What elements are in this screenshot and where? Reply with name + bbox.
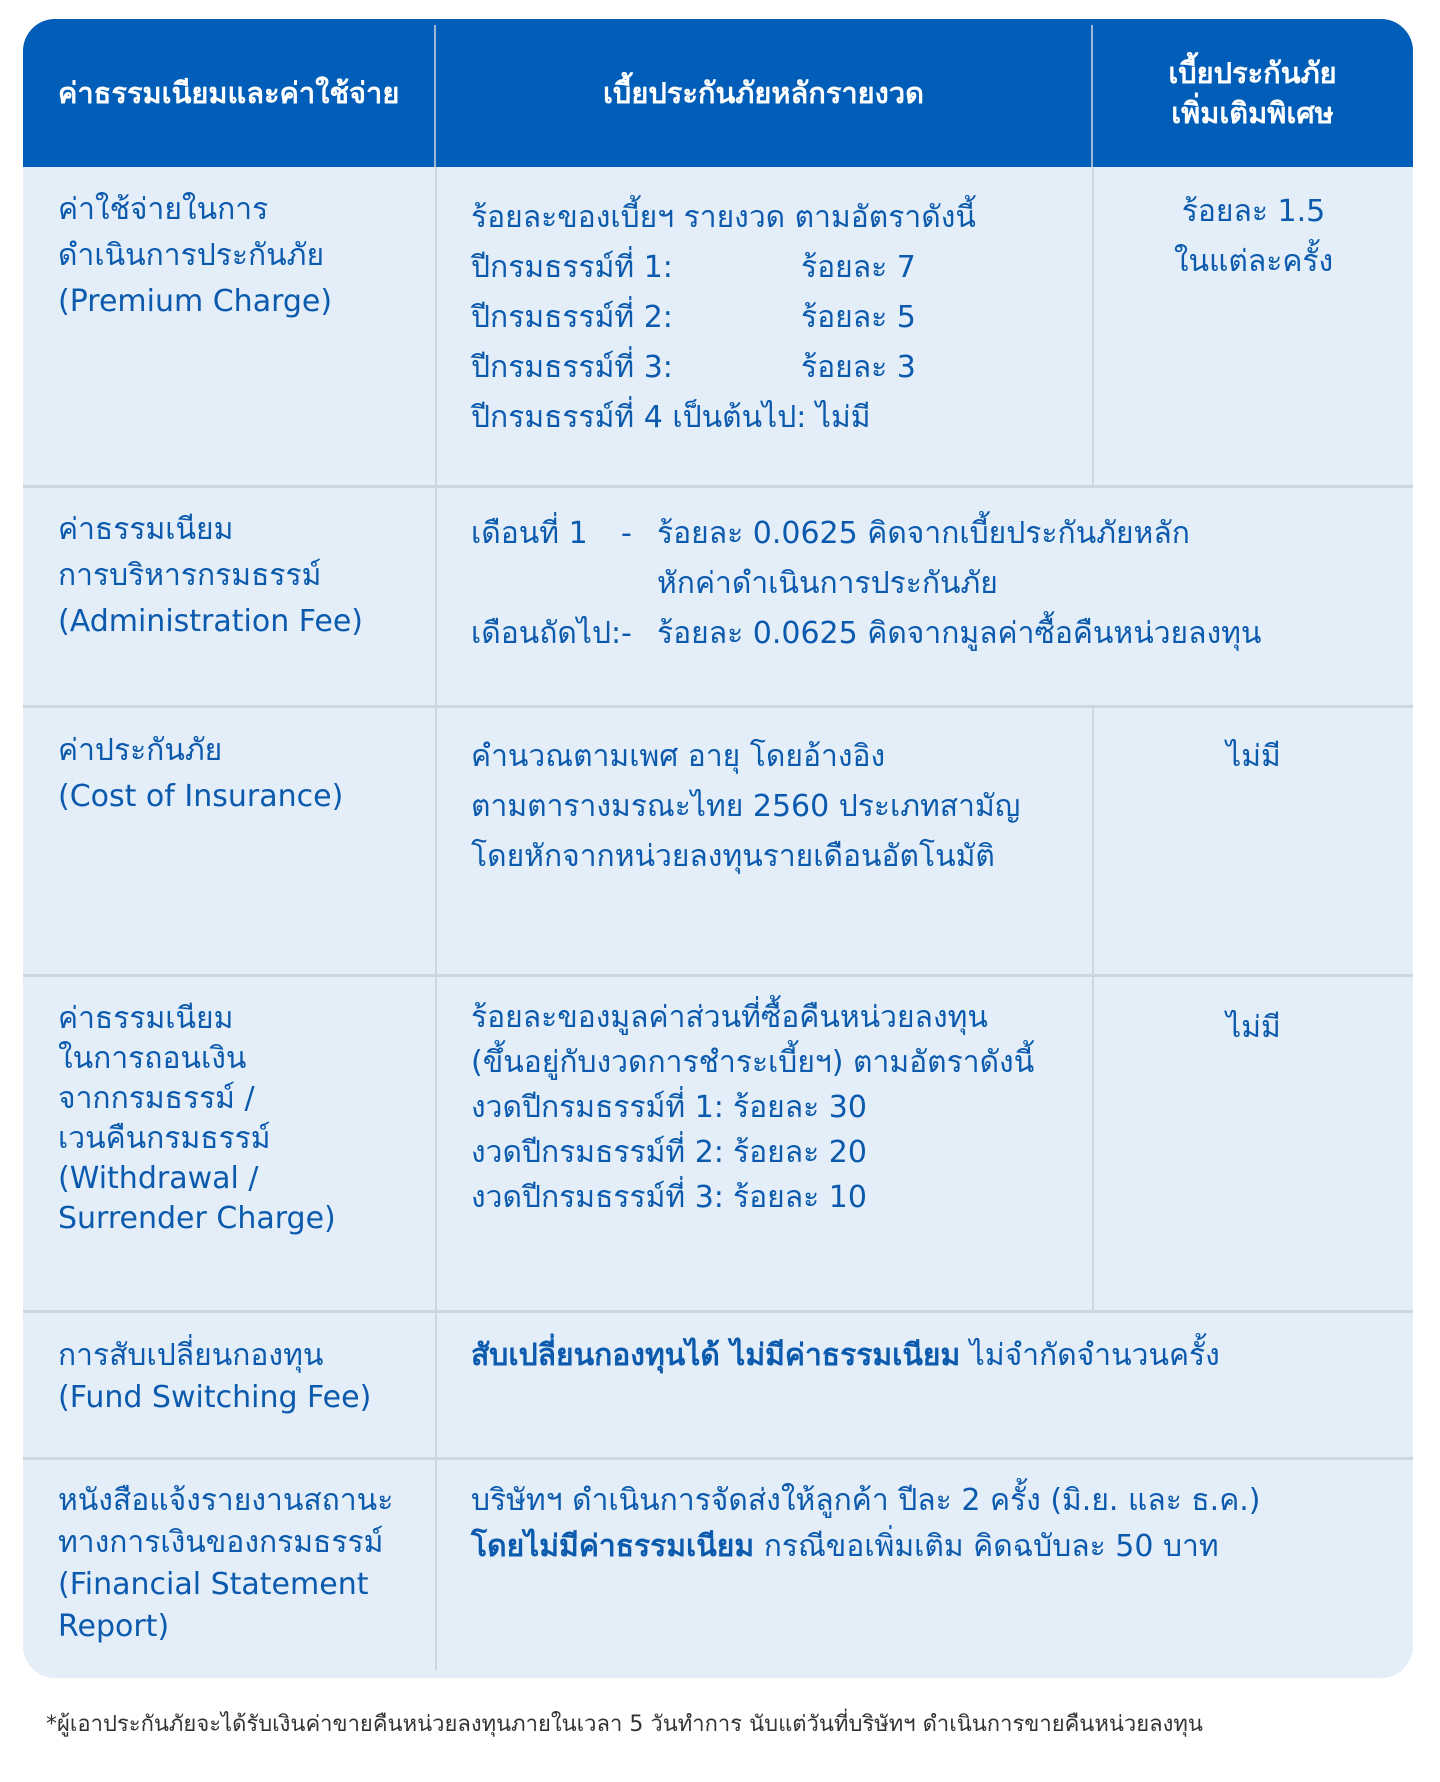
table-header <box>23 19 1413 167</box>
table-row-cost-of-insurance <box>23 708 1413 975</box>
footnote: *ผู้เอาประกันภัยจะได้รับเงินค่าขายคืนหน่วยลงทุนภายในเวลา 5 วันทำการ นับแต่วันที่บริษัทฯ ดำเนินการขายคืนหน่วยลงทุน <box>46 1712 1203 1737</box>
row-main-coi: คำนวณตามเพศ อายุ โดยอ้างอิง ตามตารางมรณะไทย 2560 ประเภทสามัญ โดยหักจากหน่วยลงทุนรายเดือนอัตโนมัติ <box>471 739 1021 874</box>
header-regular-premium: เบี้ยประกันภัยหลักรายงวด <box>603 76 924 110</box>
row-main-surrender: ร้อยละของมูลค่าส่วนที่ซื้อคืนหน่วยลงทุน (ขึ้นอยู่กับงวดการชำระเบี้ยฯ) ตามอัตราดังนี้ งวดปีกรมธรรม์ที่ 1: ร้อยละ 30 งวดปีกรมธรรม์ที่ 2: ร้อยละ 20 งวดปีกรมธรรม์ที่ 3: ร้อยละ 10 <box>471 1000 1035 1215</box>
header-fees-expenses: ค่าธรรมเนียมและค่าใช้จ่าย <box>58 76 400 110</box>
table-row-financial-statement <box>23 1460 1413 1678</box>
table-row-premium-charge <box>23 167 1413 486</box>
row-label: การสับเปลี่ยนกองทุน (Fund Switching Fee) <box>58 1338 372 1415</box>
header-top-up-premium: เบี้ยประกันภัย เพิ่มเติมพิเศษ <box>1168 56 1337 130</box>
table-row-fund-switching <box>23 1313 1413 1458</box>
row-label: ค่าใช้จ่ายในการ ดำเนินการประกันภัย (Premium Charge) <box>58 192 333 319</box>
table-row-surrender-charge <box>23 977 1413 1311</box>
row-main-premium: ร้อยละของเบี้ยฯ รายงวด ตามอัตราดังนี้ ปีกรมธรรม์ที่ 1: ร้อยละ 7 ปีกรมธรรม์ที่ 2: ร้อยละ 5 ปีกรมธรรม์ที่ 3: ร้อยละ 3 ปีกรมธรรม์ที่ 4 เป็นต้นไป: ไม่มี <box>471 200 976 435</box>
row-top-up: ไม่มี <box>1226 1010 1281 1045</box>
table-row-administration-fee <box>23 487 1413 706</box>
row-label: ค่าธรรมเนียม ในการถอนเงิน จากกรมธรรม์ / เวนคืนกรมธรรม์ (Withdrawal / Surrender Charge) <box>58 1001 336 1236</box>
row-main-admin: เดือนที่ 1 - ร้อยละ 0.0625 คิดจากเบี้ยประกันภัยหลัก หักค่าดำเนินการประกันภัย เดือนถัดไป:- ร้อยละ 0.0625 คิดจากมูลค่าซื้อคืนหน่วยลงทุน <box>471 516 1262 651</box>
row-label: ค่าประกันภัย (Cost of Insurance) <box>58 733 344 814</box>
row-main-switching: สับเปลี่ยนกองทุนได้ ไม่มีค่าธรรมเนียม ไม่จำกัดจำนวนครั้ง <box>471 1338 1220 1373</box>
row-label: หนังสือแจ้งรายงานสถานะ ทางการเงินของกรมธรรม์ (Financial Statement Report) <box>58 1483 394 1644</box>
row-top-up: ไม่มี <box>1226 739 1281 774</box>
fees-table <box>23 19 1413 1678</box>
row-top-up: ร้อยละ 1.5 ในแต่ละครั้ง <box>1173 194 1334 279</box>
row-main-statement: บริษัทฯ ดำเนินการจัดส่งให้ลูกค้า ปีละ 2 ครั้ง (มิ.ย. และ ธ.ค.) โดยไม่มีค่าธรรมเนียม กรณีขอเพิ่มเติม คิดฉบับละ 50 บาท <box>471 1483 1261 1564</box>
row-label: ค่าธรรมเนียม การบริหารกรมธรรม์ (Administration Fee) <box>58 512 363 639</box>
